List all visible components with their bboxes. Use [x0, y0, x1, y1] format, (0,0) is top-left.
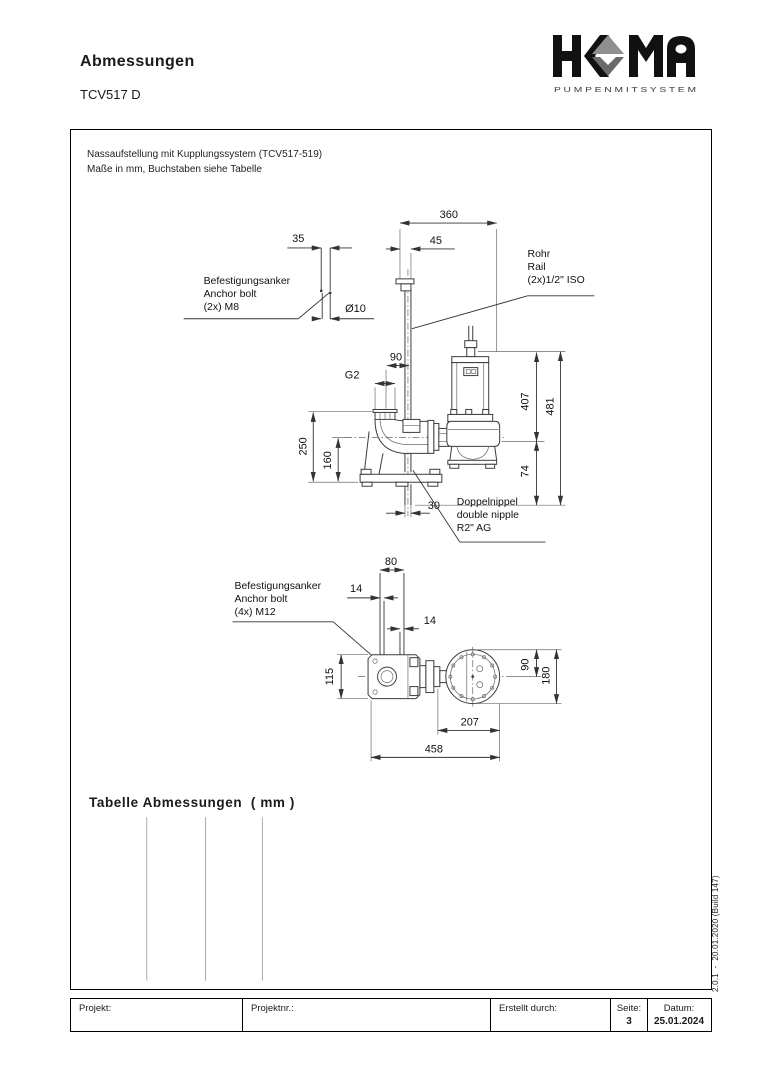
dim-407: 407 — [519, 392, 532, 411]
drawing-note-2: Maße in mm, Buchstaben siehe Tabelle — [87, 164, 262, 175]
svg-text:Anchor bolt: Anchor bolt — [203, 288, 257, 300]
footer-seite-cell — [611, 999, 648, 1031]
pipe-bore — [378, 667, 397, 686]
coupling-bracket-top — [368, 655, 420, 699]
dimension-table-heading: Tabelle Abmessungen ( mm ) — [89, 795, 295, 810]
nipple-stack-top — [420, 661, 447, 693]
svg-text:Befestigungsanker: Befestigungsanker — [203, 275, 291, 287]
footer-erstellt-cell — [491, 999, 611, 1031]
title-block — [70, 998, 712, 1032]
svg-text:Anchor bolt: Anchor bolt — [234, 593, 288, 605]
rail-top-bracket — [396, 279, 414, 284]
dim-207: 207 — [460, 716, 479, 729]
rail-label — [412, 249, 594, 329]
anchor-bolt-label-side — [184, 276, 330, 319]
anchor-bolt-detail — [320, 248, 332, 319]
dim-14a: 14 — [350, 582, 363, 595]
dim-14b: 14 — [423, 614, 436, 627]
dim-180: 180 — [540, 666, 553, 685]
homa-logotype — [553, 35, 695, 77]
dim-160: 160 — [322, 451, 335, 470]
datum-value: 25.01.2024 — [653, 1016, 705, 1027]
top-view — [232, 556, 561, 761]
cable-gland — [465, 341, 477, 348]
seite-value: 3 — [626, 1016, 632, 1027]
dimension-table-columns — [147, 817, 263, 980]
footer-projektnr-cell — [243, 999, 491, 1031]
logo-tagline: P U M P E N M I T S Y S T E M — [554, 87, 697, 94]
homa-logo — [551, 33, 699, 97]
svg-text:Rohr: Rohr — [527, 248, 551, 260]
volute — [447, 421, 500, 446]
datum-label: Datum: — [663, 1003, 695, 1014]
svg-text:Doppelnippel: Doppelnippel — [456, 497, 518, 509]
drawing-note-1: Nassaufstellung mit Kupplungssystem (TCV517-519) — [87, 149, 323, 160]
footer-datum-cell — [648, 999, 710, 1031]
svg-text:double nipple: double nipple — [456, 510, 519, 522]
dim-diameter-10: Ø10 — [345, 302, 366, 315]
projektnr-label: Projektnr.: — [251, 1003, 294, 1014]
dim-80: 80 — [384, 555, 398, 568]
dim-481: 481 — [544, 397, 557, 416]
svg-text:R2" AG: R2" AG — [456, 523, 492, 535]
dim-45: 45 — [429, 234, 442, 247]
drawing-frame — [70, 129, 712, 990]
dim-250: 250 — [297, 437, 310, 456]
footer-projekt-cell — [71, 999, 243, 1031]
seite-label: Seite: — [616, 1003, 642, 1014]
svg-text:Befestigungsanker: Befestigungsanker — [234, 580, 322, 592]
pump-side-view — [447, 326, 500, 469]
side-view — [184, 209, 595, 542]
duckfoot-base — [360, 474, 442, 482]
projekt-label: Projekt: — [79, 1003, 112, 1014]
pump-top-view — [446, 647, 500, 707]
svg-text:Rail: Rail — [527, 261, 546, 273]
svg-text:(4x) M12: (4x) M12 — [234, 606, 276, 618]
page-title: Abmessungen — [80, 53, 195, 70]
technical-drawing — [71, 130, 711, 989]
dim-360: 360 — [439, 209, 458, 222]
dim-115: 115 — [324, 667, 337, 686]
rail-claw — [403, 419, 420, 432]
svg-text:(2x)1/2" ISO: (2x)1/2" ISO — [527, 274, 585, 286]
dim-74: 74 — [519, 465, 532, 478]
dim-g2: G2 — [344, 369, 360, 382]
product-code: TCV517 D — [80, 87, 141, 102]
version-note: 2.0.1 - 20.01.2020 (Build 147) — [711, 875, 720, 992]
dim-458: 458 — [424, 743, 444, 756]
dim-90-side: 90 — [389, 351, 403, 364]
dim-90-top: 90 — [519, 658, 532, 671]
dim-35: 35 — [292, 232, 305, 245]
dim-30: 30 — [427, 500, 440, 513]
pump-base — [448, 460, 497, 464]
erstellt-label: Erstellt durch: — [499, 1003, 558, 1014]
svg-text:(2x) M8: (2x) M8 — [203, 301, 240, 313]
